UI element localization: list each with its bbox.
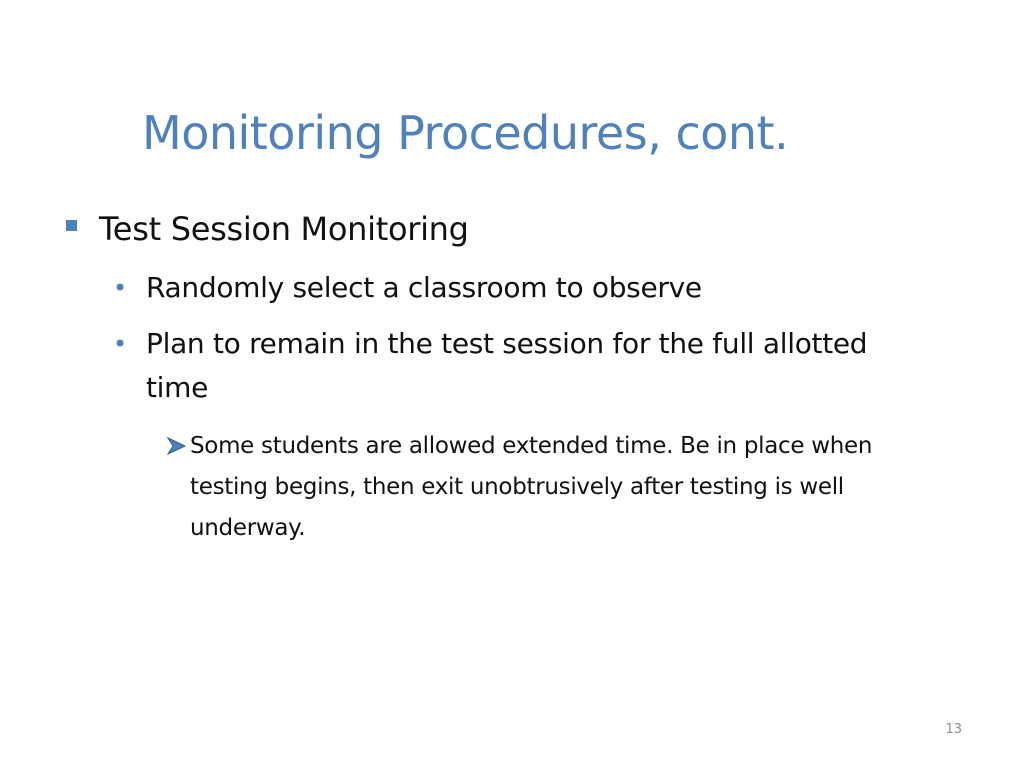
slide-title: Monitoring Procedures, cont. bbox=[142, 106, 789, 160]
bullet-level2 bbox=[113, 322, 893, 414]
dot-bullet-icon: • bbox=[113, 330, 128, 358]
bullet-level1-text: Test Session Monitoring bbox=[99, 210, 469, 248]
bullet-level2-text: Plan to remain in the test session for the full allotted time bbox=[146, 327, 868, 404]
square-bullet-icon bbox=[66, 220, 77, 231]
arrow-bullet-icon bbox=[165, 426, 187, 467]
dot-bullet-icon: • bbox=[113, 274, 128, 302]
bullet-level3-text: Some students are allowed extended time. Be in place when testing begins, then exit unobtrusively after testing is well underway. bbox=[190, 433, 873, 541]
page-number: 13 bbox=[945, 722, 962, 737]
bullet-level2-text: Randomly select a classroom to observe bbox=[146, 271, 702, 304]
